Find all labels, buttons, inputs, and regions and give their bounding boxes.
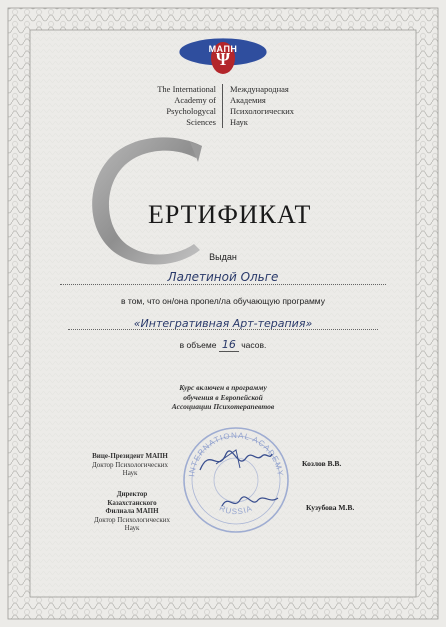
- program-intro: в том, что он/она пропел/ла обучающую программу: [121, 296, 325, 306]
- academy-name-en: [108, 84, 216, 128]
- official-stamp: [176, 420, 296, 540]
- academy-en-line: Psychologycal: [166, 106, 216, 116]
- mapn-logo: [176, 34, 270, 78]
- academy-divider: [222, 84, 223, 128]
- academy-ru-line: Наук: [230, 117, 248, 127]
- academy-ru-line: Академия: [230, 95, 266, 105]
- signatory-1-degree-2: Наук: [122, 469, 138, 477]
- academy-name-ru: [230, 84, 350, 128]
- volume-hours: 16: [219, 338, 239, 352]
- signatory-1-degree: Доктор Психологических: [91, 460, 168, 469]
- signatory-2-block: [74, 490, 190, 533]
- signatory-1-name: Козлов В.В.: [302, 459, 342, 468]
- recipient-name-line: [60, 268, 386, 285]
- academy-ru-line: Психологических: [230, 106, 295, 116]
- academy-en-line: Academy of: [174, 95, 216, 105]
- course-note-line: Курс включен в программу: [179, 383, 267, 392]
- recipient-name: Лалетиной Ольге: [167, 270, 279, 284]
- signatory-2-role: Директор: [116, 490, 148, 498]
- academy-en-line: Sciences: [186, 117, 216, 127]
- issued-label: Выдан: [209, 252, 237, 262]
- course-note-line: обучения в Европейской: [183, 392, 263, 402]
- program-name: «Интегративная Арт-терапия»: [133, 317, 313, 330]
- certificate-title: ЕРТИФИКАТ: [148, 200, 312, 229]
- volume-prefix: в объеме: [179, 340, 217, 350]
- signatory-2-role-2: Казахстанского: [107, 498, 157, 507]
- volume-line: [0, 338, 446, 352]
- stamp-text: INTERNATIONAL ACADEMY: [187, 430, 285, 478]
- signatory-1-role: Вице-Президент МАПН: [92, 452, 168, 460]
- signatory-2-degree: Доктор Психологических: [93, 515, 170, 524]
- logo-text: МАПН: [208, 44, 238, 54]
- signature-1: [196, 440, 276, 480]
- signatory-2-degree-2: Наук: [124, 524, 140, 532]
- volume-suffix: часов.: [241, 340, 267, 350]
- svg-text:Ψ: Ψ: [215, 49, 231, 69]
- stamp-bottom-text: RUSSIA: [217, 503, 255, 517]
- signatory-2-name: Кузубова М.В.: [306, 503, 355, 512]
- program-name-line: [68, 314, 378, 330]
- academy-ru-line: Международная: [230, 84, 289, 94]
- course-note-line: Ассоциации Психотерапевтов: [171, 402, 275, 411]
- academy-en-line: The International: [157, 84, 216, 94]
- signatory-1-block: [72, 452, 188, 478]
- signatory-2-role-3: Филиала МАПН: [105, 507, 159, 515]
- signature-2: [217, 488, 288, 517]
- course-note: [0, 383, 446, 412]
